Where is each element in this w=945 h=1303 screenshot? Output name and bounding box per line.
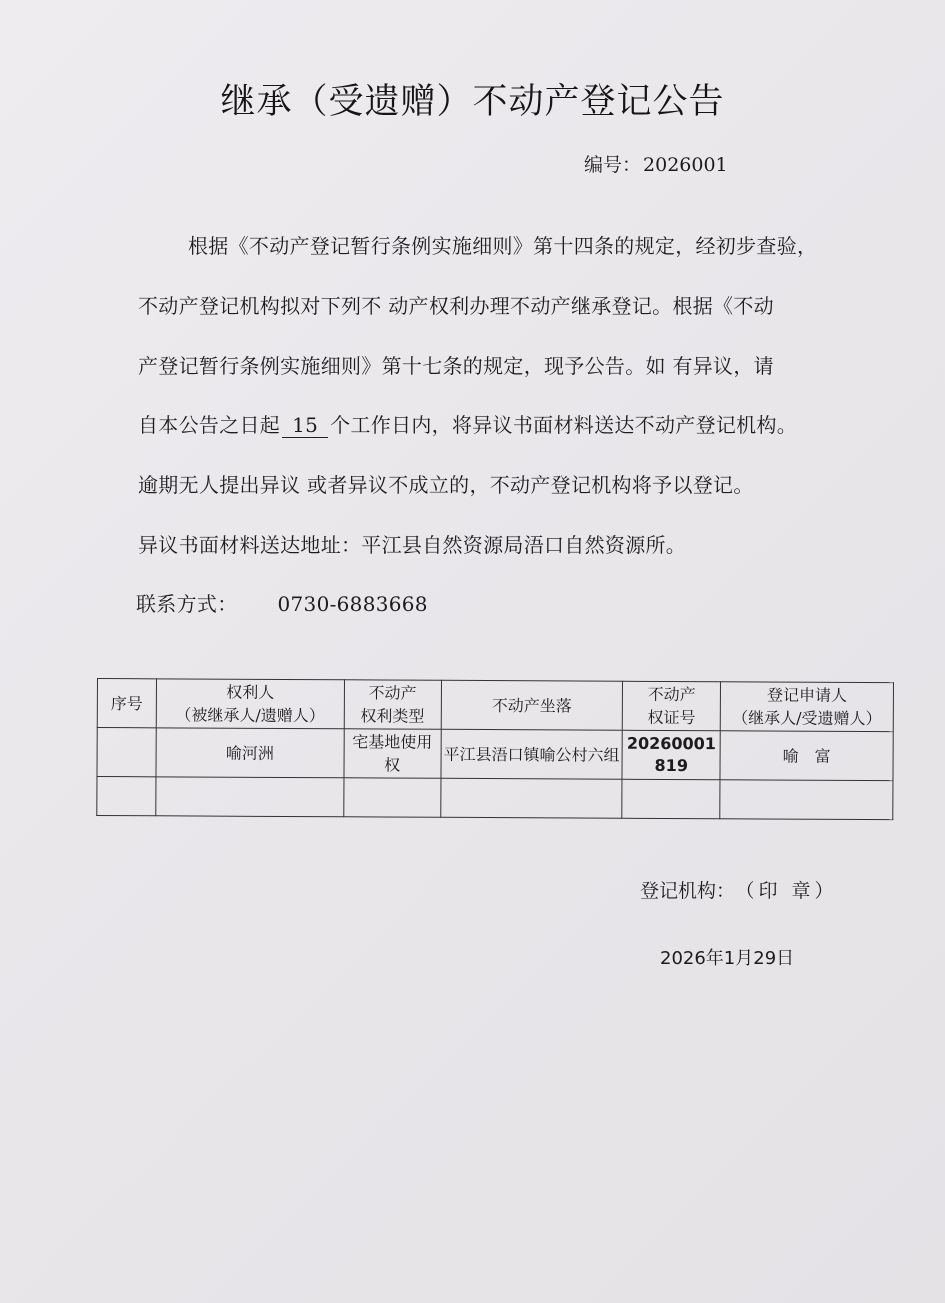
- document-number-value: 2026001: [643, 154, 728, 176]
- header-holder: [156, 679, 344, 729]
- header-location: 不动产坐落: [441, 680, 623, 730]
- body-line-1: 根据《不动产登记暂行条例实施细则》第十四条的规定，经初步查验，: [188, 234, 818, 258]
- contact-label: 联系方式：: [136, 592, 238, 616]
- empty-cell: [156, 777, 344, 817]
- cell-right-type: 宅基地使用权: [344, 729, 441, 779]
- header-cert-line-1: 不动产: [647, 684, 696, 705]
- body-line-2: 不动产登记机构拟对下列不 动产权利办理不动产继承登记。根据《不动: [138, 294, 774, 318]
- cell-applicant: 喻 富: [720, 731, 893, 781]
- empty-cell: [720, 780, 893, 820]
- header-applicant: [720, 682, 893, 732]
- seal-placeholder: （印 章）: [745, 880, 838, 902]
- header-holder-line-2: （被继承人/遗赠人）: [175, 705, 325, 726]
- page-title: 继承（受遗赠）不动产登记公告: [220, 82, 725, 122]
- registration-table: [96, 678, 894, 820]
- header-type-line-2: 权利类型: [360, 706, 425, 726]
- empty-cell: [622, 779, 720, 819]
- header-seq: 序号: [97, 679, 156, 728]
- table-row: [97, 728, 893, 781]
- objection-period-days: 15: [282, 413, 328, 438]
- header-holder-line-1: 权利人: [226, 682, 275, 702]
- header-applicant-line-2: （继承人/受遗赠人）: [732, 708, 882, 729]
- registration-authority: [640, 876, 838, 903]
- empty-cell: [97, 777, 156, 816]
- objection-period-prefix: 自本公告之日起: [138, 413, 281, 437]
- empty-cell: [343, 778, 440, 818]
- header-cert-line-2: 权证号: [647, 707, 696, 728]
- objection-period-suffix: 个工作日内，将异议书面材料送达不动产登记机构。: [330, 413, 798, 437]
- body-line-5: 逾期无人提出异议 或者异议不成立的，不动产登记机构将予以登记。: [138, 473, 754, 497]
- authority-label: 登记机构：: [640, 880, 736, 902]
- header-certificate: [623, 681, 721, 731]
- table-header-row: [97, 679, 893, 732]
- header-applicant-line-1: 登记申请人: [766, 685, 848, 705]
- cell-holder: 喻河洲: [156, 728, 344, 778]
- contact-phone: 0730-6883668: [277, 592, 428, 616]
- contact-info: [136, 588, 428, 617]
- cell-certificate-number: 20260001819: [622, 730, 720, 780]
- document-number: [584, 150, 728, 177]
- table-row-empty: [97, 777, 893, 820]
- header-type-line-1: 不动产: [368, 683, 417, 703]
- objection-address: 异议书面材料送达地址：平江县自然资源局浯口自然资源所。: [138, 533, 687, 557]
- cell-seq: [97, 728, 156, 777]
- body-line-4: [138, 409, 797, 438]
- notice-date: 2026年1月29日: [660, 948, 795, 969]
- header-right-type: [344, 680, 441, 730]
- cell-location: 平江县浯口镇喻公村六组: [441, 729, 623, 779]
- document-number-label: 编号：: [584, 154, 642, 176]
- empty-cell: [440, 778, 622, 818]
- body-line-3: 产登记暂行条例实施细则》第十七条的规定，现予公告。如 有异议，请: [138, 354, 774, 378]
